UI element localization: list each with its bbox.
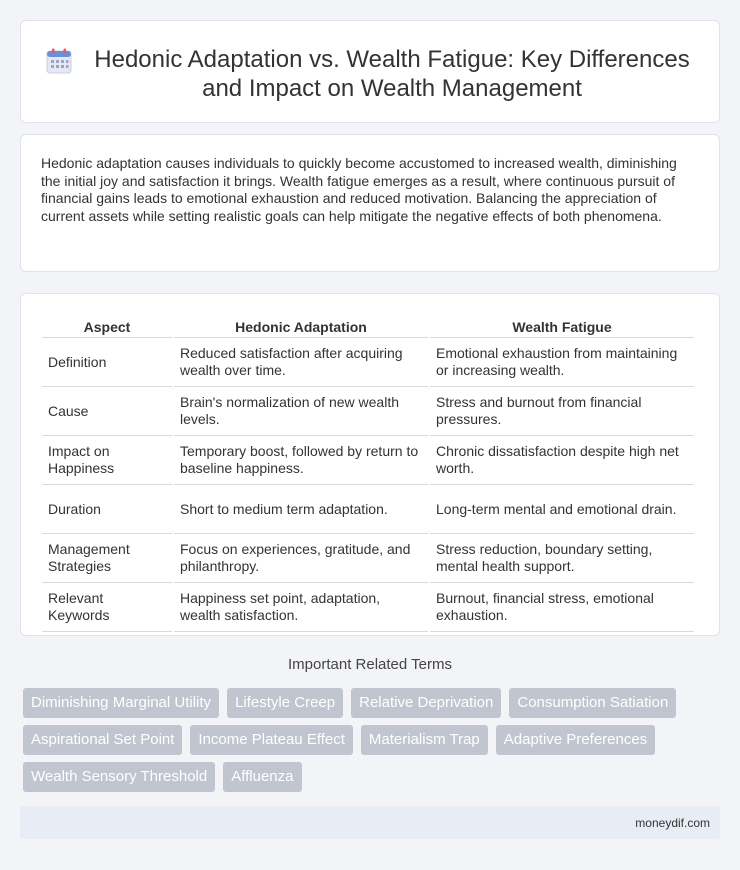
calendar-icon [45,47,73,75]
comparison-card [20,293,720,636]
related-terms-title: Important Related Terms [288,656,452,673]
page-title: Hedonic Adaptation vs. Wealth Fatigue: Key Differences and Impact on Wealth Management [94,46,690,102]
related-term-tag[interactable]: Diminishing Marginal Utility [23,688,219,718]
title-wrap [21,21,719,103]
table-cell: Brain's normalization of new wealth levels. [174,387,428,436]
title-card [20,20,720,123]
related-term-tag[interactable]: Consumption Satiation [509,688,676,718]
table-row [42,338,694,387]
table-cell: Impact on Happiness [42,436,172,485]
related-term-tag[interactable]: Relative Deprivation [351,688,501,718]
table-cell: Focus on experiences, gratitude, and philanthropy. [174,534,428,583]
table-cell: Definition [42,338,172,387]
footer-site-link[interactable]: moneydif.com [635,816,710,830]
table-row [42,485,694,534]
table-row [42,534,694,583]
table-row [42,583,694,632]
table-cell: Management Strategies [42,534,172,583]
column-header: Aspect [42,316,172,338]
related-terms-list [23,688,723,799]
related-term-tag[interactable]: Materialism Trap [361,725,488,755]
intro-text: Hedonic adaptation causes individuals to quickly become accustomed to increased wealth, diminishing the initial joy and satisfaction it brings. Wealth fatigue emerges as a result, where continuous pursuit of financial gains leads to emotional exhaustion and reduced motivation. Balancing the appreciation of current assets while setting realistic goals can help mitigate the negative effects of both phenomena. [41,155,677,224]
related-term-tag[interactable]: Income Plateau Effect [190,725,352,755]
table-cell: Duration [42,485,172,534]
table-row [42,436,694,485]
table-cell: Stress reduction, boundary setting, mental health support. [430,534,694,583]
table-cell: Burnout, financial stress, emotional exhaustion. [430,583,694,632]
table-cell: Emotional exhaustion from maintaining or increasing wealth. [430,338,694,387]
table-cell: Stress and burnout from financial pressures. [430,387,694,436]
footer [20,806,720,839]
related-term-tag[interactable]: Wealth Sensory Threshold [23,762,215,792]
table-cell: Short to medium term adaptation. [174,485,428,534]
table-cell: Happiness set point, adaptation, wealth satisfaction. [174,583,428,632]
table-cell: Cause [42,387,172,436]
related-term-tag[interactable]: Aspirational Set Point [23,725,182,755]
comparison-table [40,316,696,632]
related-term-tag[interactable]: Affluenza [223,762,301,792]
table-header-row [42,316,694,338]
table-row [42,387,694,436]
related-term-tag[interactable]: Lifestyle Creep [227,688,343,718]
column-header: Hedonic Adaptation [174,316,428,338]
intro-card [20,134,720,272]
table-cell: Relevant Keywords [42,583,172,632]
table-cell: Long-term mental and emotional drain. [430,485,694,534]
table-cell: Chronic dissatisfaction despite high net worth. [430,436,694,485]
related-term-tag[interactable]: Adaptive Preferences [496,725,655,755]
table-cell: Temporary boost, followed by return to baseline happiness. [174,436,428,485]
column-header: Wealth Fatigue [430,316,694,338]
table-cell: Reduced satisfaction after acquiring wealth over time. [174,338,428,387]
